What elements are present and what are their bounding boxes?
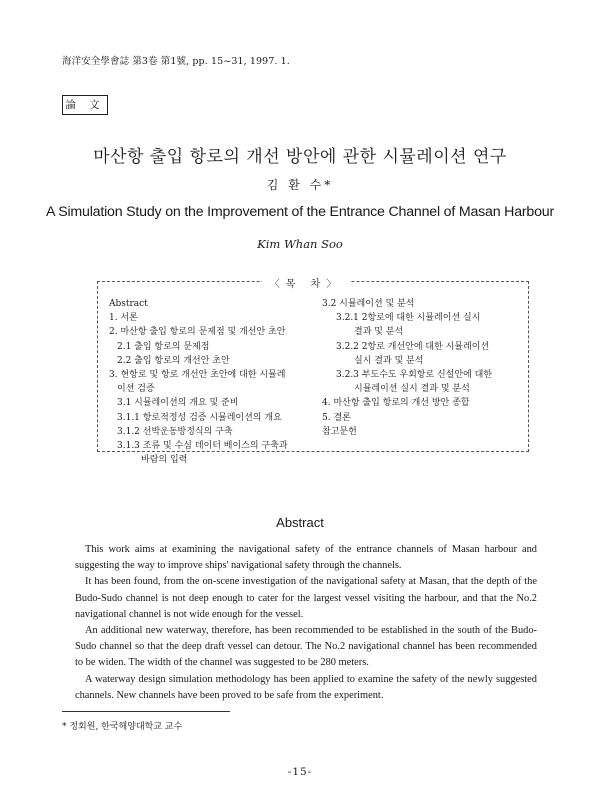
toc-entry: 3.1.2 선박운동방정식의 구축 <box>117 426 233 437</box>
toc-entry: 5. 결론 <box>322 412 351 423</box>
english-author: Kim Whan Soo <box>257 237 343 251</box>
abstract-paragraph: It has been found, from the on-scene investigation of the navigational safety at Masan, that the depth of the Budo-Sudo channel is not deep enough to cater for the largest vessel visiting the harbour, and that the No.2 navigational channel is not wide enough for the vessel. <box>75 576 537 620</box>
toc-entry: Abstract <box>109 299 148 309</box>
toc-entry: 2.1 출입 항로의 문제점 <box>117 341 210 352</box>
toc-entry: 이션 검증 <box>117 384 155 395</box>
toc-right-column <box>322 297 492 439</box>
toc-entry: 2. 마산항 출입 항로의 문제점 및 개선안 초안 <box>109 327 286 338</box>
toc-left-column <box>109 297 287 467</box>
abstract-paragraph: A waterway design simulation methodology has been applied to examine the safety of the newly suggested channels. New channels have been proved to be safe from the experiment. <box>75 673 537 701</box>
toc-entry: 3.1.1 항로적정성 검증 시뮬레이션의 개요 <box>117 412 282 423</box>
article-type-label: 論 文 <box>62 95 108 115</box>
page-number: -15- <box>287 766 313 778</box>
toc-entry: 1. 서론 <box>109 313 138 324</box>
toc-entry: 3. 현항로 및 항로 개선안 초안에 대한 시뮬레 <box>109 369 286 380</box>
toc-entry: 3.2.2 2항로 개선안에 대한 시뮬레이션 <box>336 341 490 352</box>
author-footnote: * 정회원, 한국해양대학교 교수 <box>62 722 183 732</box>
abstract-heading: Abstract <box>276 515 324 530</box>
journal-citation: 海洋安全學會誌 第3卷 第1號, pp. 15~31, 1997. 1. <box>62 56 290 67</box>
abstract-paragraph: An additional new waterway, therefore, has been recommended to be established in the south of the Budo-Sudo channel so that the deep draft vessel can detour. The No.2 navigational channel has been recommended to be widen. The width of the channel was suggested to be 280 meters. <box>75 625 537 669</box>
toc-heading: 〈목 차〉 <box>262 275 350 290</box>
korean-author: 김 환 수* <box>266 178 334 192</box>
english-title: A Simulation Study on the Improvement of the Entrance Channel of Masan Harbour <box>45 204 555 220</box>
toc-entry: 바람의 입력 <box>141 455 188 466</box>
toc-entry: 3.2.1 2항로에 대한 시뮬레이션 실시 <box>336 313 481 324</box>
toc-entry: 3.2 시뮬레이션 및 분석 <box>322 299 415 309</box>
toc-entry: 시뮬레이션 실시 결과 및 분석 <box>354 384 470 395</box>
abstract-paragraph: This work aims at examining the navigational safety of the entrance channels of Masan harbour and suggesting the way to improve ships' navigational safety through the channels. <box>75 544 537 572</box>
footnote-divider <box>62 711 230 712</box>
toc-entry: 3.1 시뮬레이션의 개요 및 준비 <box>117 398 239 409</box>
toc-entry: 3.1.3 조류 및 수심 데이터 베이스의 구축과 <box>117 440 288 451</box>
toc-entry: 참고문헌 <box>322 426 357 437</box>
toc-entry: 4. 마산항 출입 항로의 개선 방안 종합 <box>322 398 470 409</box>
toc-entry: 2.2 출입 항로의 개선안 초안 <box>117 355 230 366</box>
toc-entry: 결과 및 분석 <box>354 327 404 338</box>
abstract-body <box>75 542 537 704</box>
korean-title: 마산항 출입 항로의 개선 방안에 관한 시뮬레이션 연구 <box>93 147 507 167</box>
toc-entry: 실시 결과 및 분석 <box>354 355 424 366</box>
toc-entry: 3.2.3 부도수도 우회항로 신설안에 대한 <box>336 369 493 380</box>
